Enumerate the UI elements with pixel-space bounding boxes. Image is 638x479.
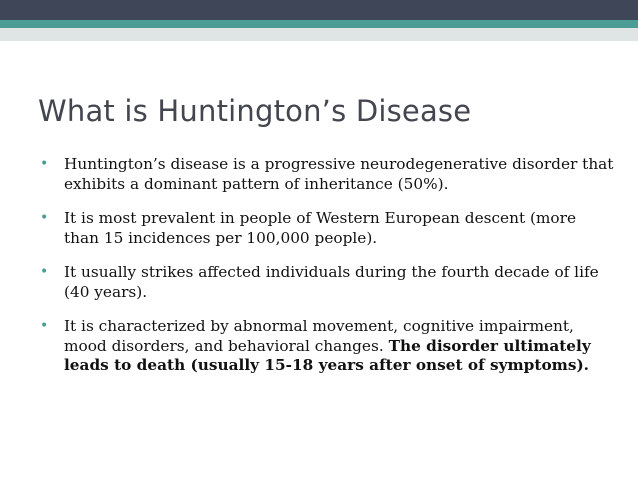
bullet-bold-text: The disorder ultimately leads to death (usually 15-18 years after onset of symptoms). (64, 336, 591, 374)
bullet-list (40, 155, 615, 391)
bullet-icon: • (40, 210, 49, 226)
header-bar-dark (0, 0, 638, 20)
bullet-icon: • (40, 156, 49, 172)
slide-title: What is Huntington’s Disease (38, 94, 472, 128)
header-bar-light (0, 28, 638, 41)
bullet-item (40, 263, 615, 302)
bullet-item (40, 317, 615, 376)
bullet-item (40, 209, 615, 248)
bullet-icon: • (40, 264, 49, 280)
bullet-text: It is most prevalent in people of Western European descent (more than 15 incidences per 100,000 people). (64, 209, 576, 247)
bullet-text: It is characterized by abnormal movement, cognitive impairment, mood disorders, and behavioral changes. (64, 317, 574, 355)
bullet-text: It usually strikes affected individuals during the fourth decade of life (40 years). (64, 263, 599, 301)
bullet-text: Huntington’s disease is a progressive neurodegenerative disorder that exhibits a dominant pattern of inheritance (50%). (64, 155, 614, 193)
header-bar-teal (0, 20, 638, 28)
bullet-item (40, 155, 615, 194)
bullet-icon: • (40, 318, 49, 334)
